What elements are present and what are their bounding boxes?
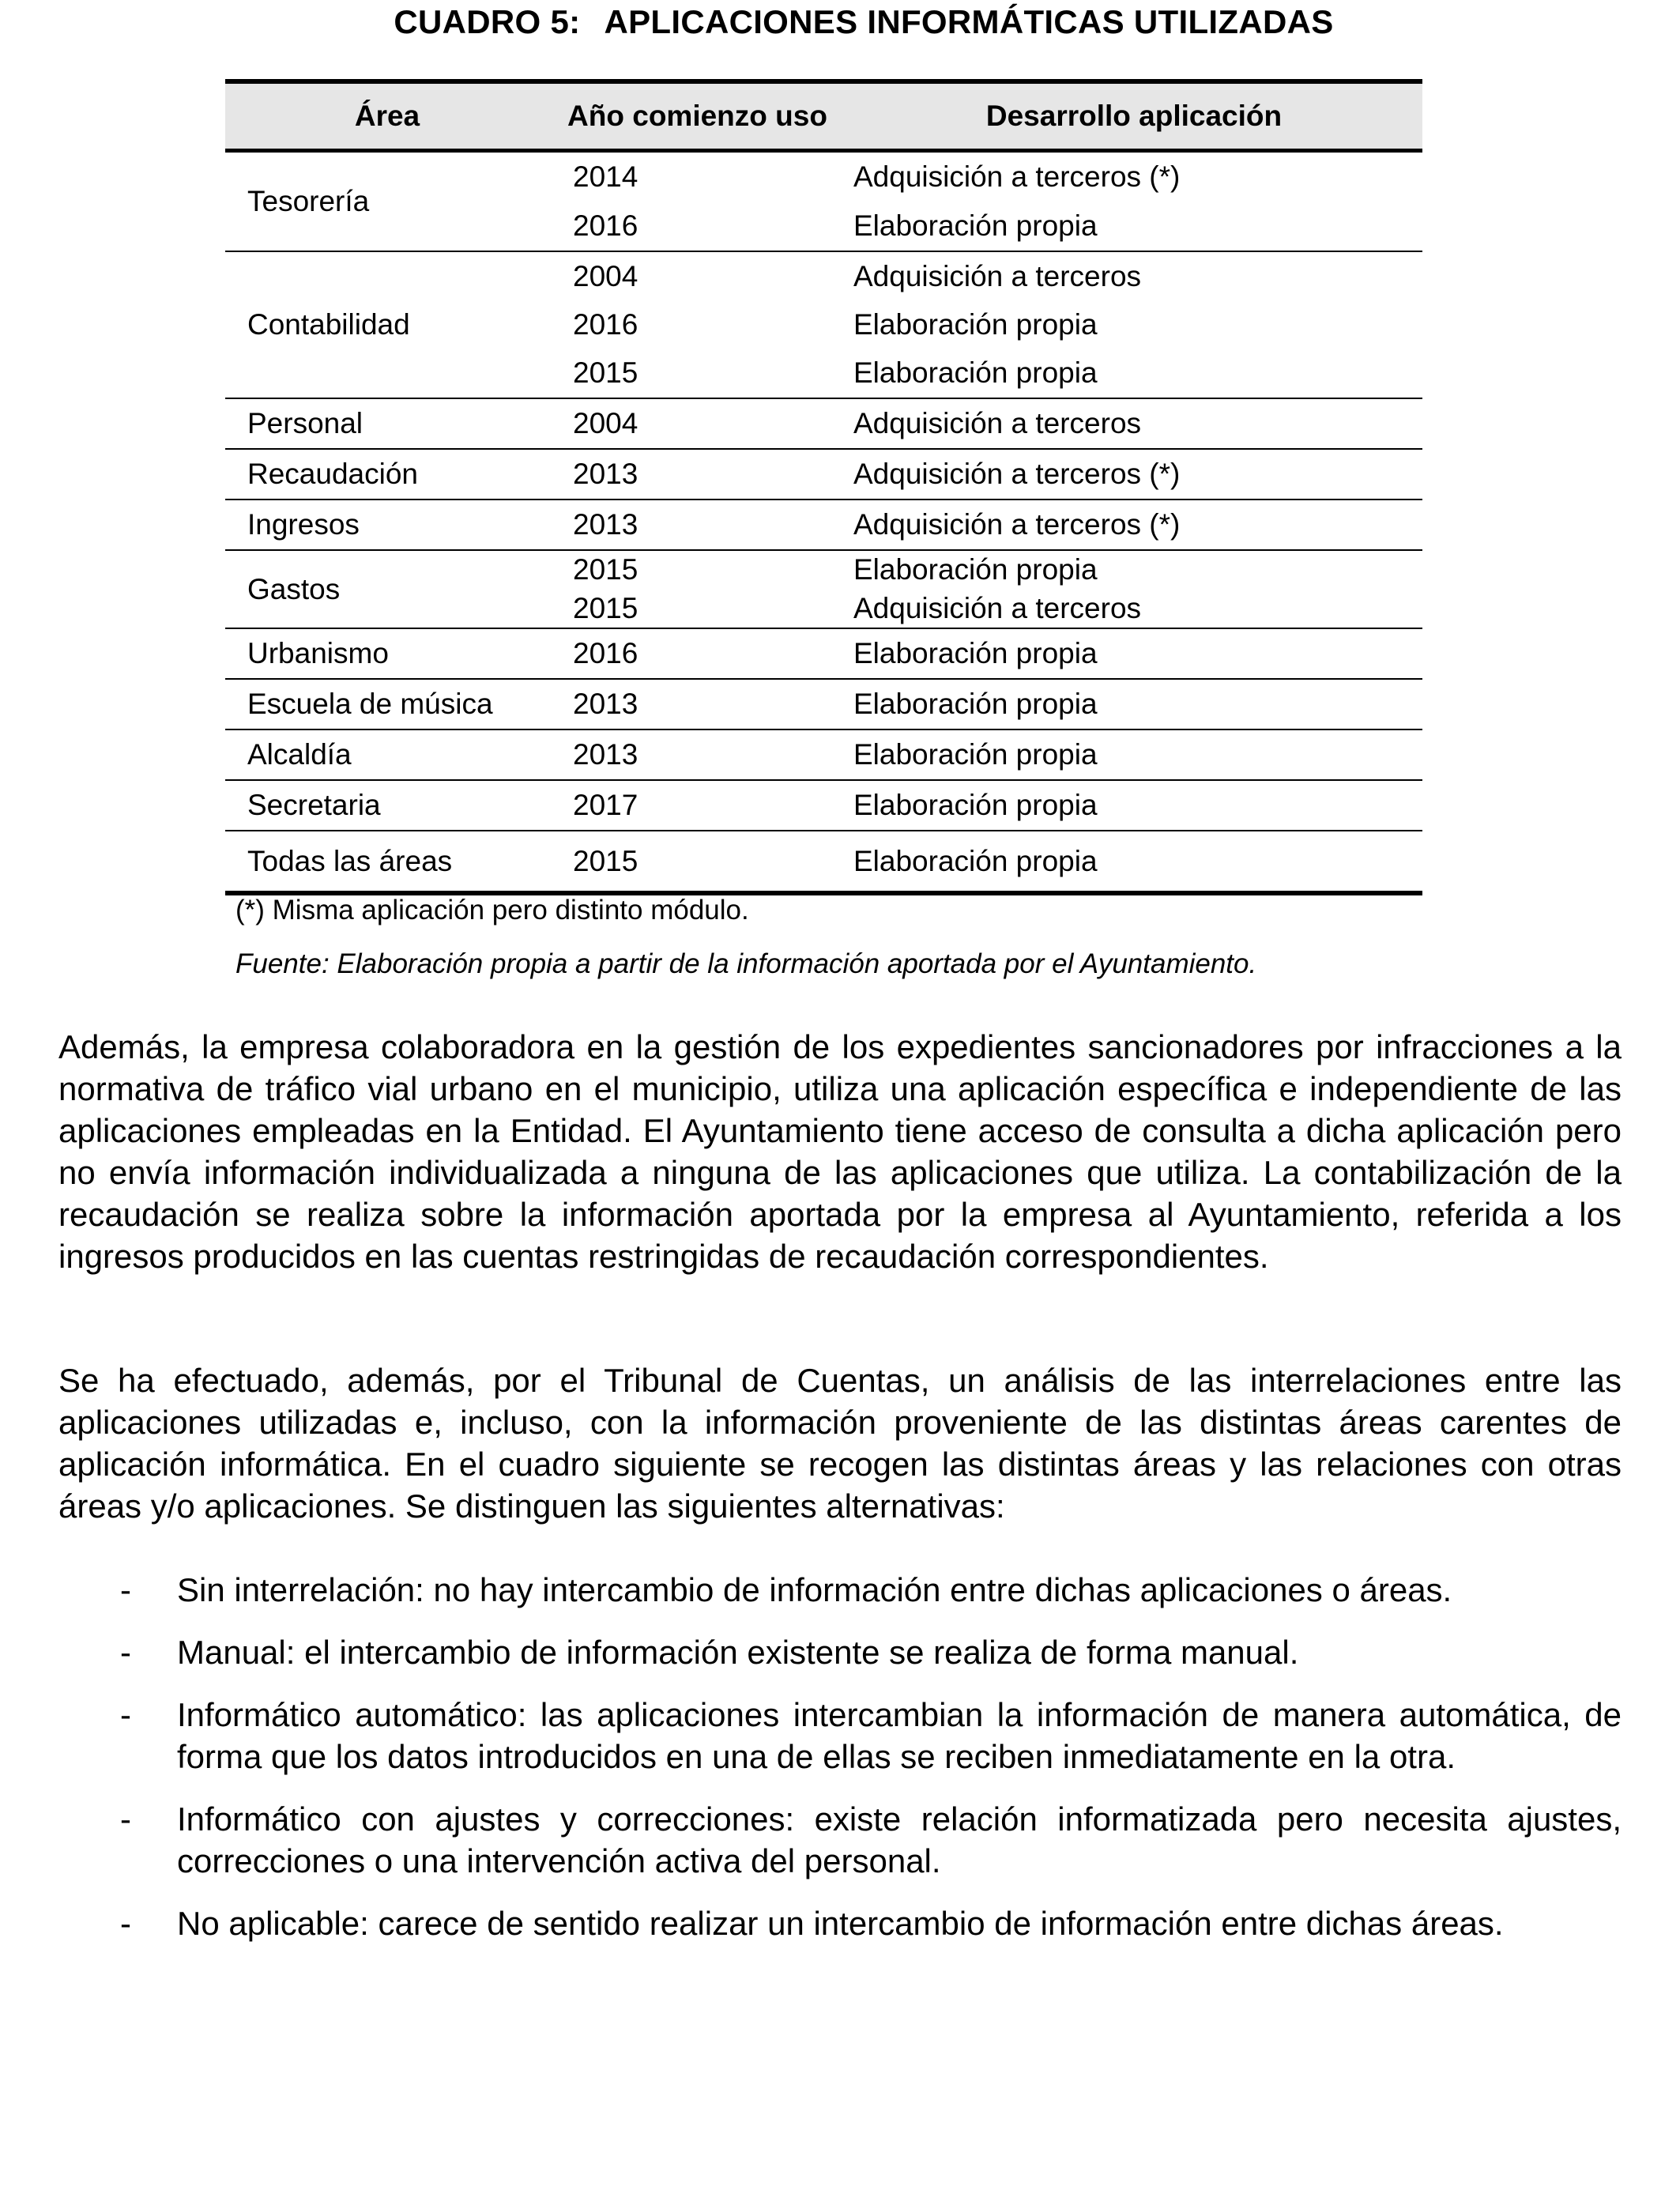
table-row [549,680,1422,729]
list-item-text: Sin interrelación: no hay intercambio de información entre dichas aplicaciones o áreas. [177,1571,1452,1608]
table-row [549,629,1422,678]
list-item-text: Informático automático: las aplicaciones intercambian la información de manera automática, de forma que los datos introducidos en una de ellas se reciben inmediatamente en la otra. [177,1696,1622,1775]
cell-year: 2015 [573,844,638,877]
cell-development: Adquisición a terceros (*) [853,160,1181,193]
cell-development: Elaboración propia [853,307,1098,341]
cell-development: Elaboración propia [853,356,1098,390]
table-source: Fuente: Elaboración propia a partir de la información aportada por el Ayuntamiento. [235,948,1257,979]
cell-development: Adquisición a terceros [853,407,1142,439]
table-row [549,781,1422,830]
cell-area: Secretaria [247,789,381,821]
cell-area: Alcaldía [247,738,352,771]
bullet-dash: - [120,1571,131,1608]
table-row [549,399,1422,448]
applications-table [225,79,1422,895]
cell-year: 2013 [573,738,638,771]
bullet-dash: - [120,1634,131,1671]
table-row [549,252,1422,300]
table-row [549,153,1422,202]
table-row [549,590,1422,628]
cell-year: 2004 [573,407,638,439]
table-group [225,730,1422,781]
cell-year: 2015 [573,356,638,390]
cell-development: Adquisición a terceros (*) [853,458,1181,490]
table-row [549,831,1422,891]
list-item [58,1798,1622,1882]
cell-area: Contabilidad [247,308,410,341]
list-item-text: Manual: el intercambio de información existente se realiza de forma manual. [177,1634,1299,1671]
list-item [58,1569,1622,1611]
table-header [225,84,1422,149]
cell-development: Elaboración propia [853,738,1098,771]
cell-year: 2014 [573,160,638,193]
table-group [225,450,1422,500]
cell-area: Tesorería [247,185,370,217]
cell-development: Elaboración propia [853,637,1098,669]
cell-area: Gastos [247,572,341,605]
table-group [225,399,1422,450]
table-row [549,450,1422,499]
table-title-text: APLICACIONES INFORMÁTICAS UTILIZADAS [604,3,1334,40]
table-group [225,629,1422,680]
paragraph-2: Se ha efectuado, además, por el Tribunal de Cuentas, un análisis de las interrelaciones entre las aplicaciones utilizadas e, incluso, con la información proveniente de las distintas áreas carentes de aplicación informática. En el cuadro siguiente se recogen las distintas áreas y las relaciones con otras áreas y/o aplicaciones. Se distinguen las siguientes alternativas: [58,1362,1622,1525]
list-item-text: No aplicable: carece de sentido realizar un intercambio de información entre dichas áreas. [177,1905,1504,1942]
table-title [0,2,1680,43]
list-item-text: Informático con ajustes y correcciones: existe relación informatizada pero necesita ajustes, correcciones o una intervención activa del personal. [177,1800,1622,1879]
bullet-dash: - [120,1696,131,1733]
cell-development: Adquisición a terceros [853,591,1142,624]
cell-year: 2013 [573,458,638,490]
table-group [225,153,1422,252]
cell-development: Elaboración propia [853,789,1098,821]
table-note: (*) Misma aplicación pero distinto módulo. [235,895,749,925]
cell-year: 2015 [573,553,638,586]
cell-year: 2013 [573,508,638,541]
table-row [549,202,1422,251]
table-group [225,831,1422,895]
cell-year: 2015 [573,591,638,624]
table-row [549,500,1422,549]
cell-area: Urbanismo [247,637,389,669]
table-row [549,300,1422,349]
header-development: Desarrollo aplicación [985,100,1283,132]
cell-development: Adquisición a terceros [853,259,1142,292]
table-row [549,349,1422,398]
paragraph-1: Además, la empresa colaboradora en la gestión de los expedientes sancionadores por infracciones a la normativa de tráfico vial urbano en el municipio, utiliza una aplicación específica e independiente de las aplicaciones empleadas en la Entidad. El Ayuntamiento tiene acceso de consulta a dicha aplicación pero no envía información individualizada a ninguna de las aplicaciones que utiliza. La contabilización de la recaudación se realiza sobre la información aportada por la empresa al Ayuntamiento, referida a los ingresos producidos en las cuentas restringidas de recaudación correspondientes. [58,1028,1622,1275]
table-group [225,680,1422,730]
list-item [58,1631,1622,1673]
table-group [225,252,1422,399]
bullet-dash: - [120,1800,131,1838]
cell-year: 2017 [573,789,638,821]
cell-year: 2016 [573,209,638,242]
cell-year: 2004 [573,259,638,292]
table-group [225,500,1422,551]
cell-development: Elaboración propia [853,844,1098,877]
table-row [549,730,1422,779]
table-row [549,551,1422,590]
cell-development: Adquisición a terceros (*) [853,508,1181,541]
cell-development: Elaboración propia [853,553,1098,586]
cell-area: Ingresos [247,508,360,541]
header-year: Año comienzo uso [567,100,827,132]
table-group [225,551,1422,629]
table-group [225,781,1422,831]
cell-area: Todas las áreas [247,844,453,877]
table-body [225,153,1422,895]
bullet-dash: - [120,1905,131,1942]
alternatives-list [58,1569,1622,1965]
table-title-number: CUADRO 5: [394,3,581,40]
list-item [58,1902,1622,1944]
cell-year: 2013 [573,688,638,720]
cell-development: Elaboración propia [853,209,1098,242]
cell-area: Personal [247,407,363,439]
list-item [58,1694,1622,1777]
cell-area: Escuela de música [247,688,493,720]
header-area: Área [354,100,420,132]
cell-development: Elaboración propia [853,688,1098,720]
cell-year: 2016 [573,637,638,669]
cell-area: Recaudación [247,458,418,490]
cell-year: 2016 [573,307,638,341]
